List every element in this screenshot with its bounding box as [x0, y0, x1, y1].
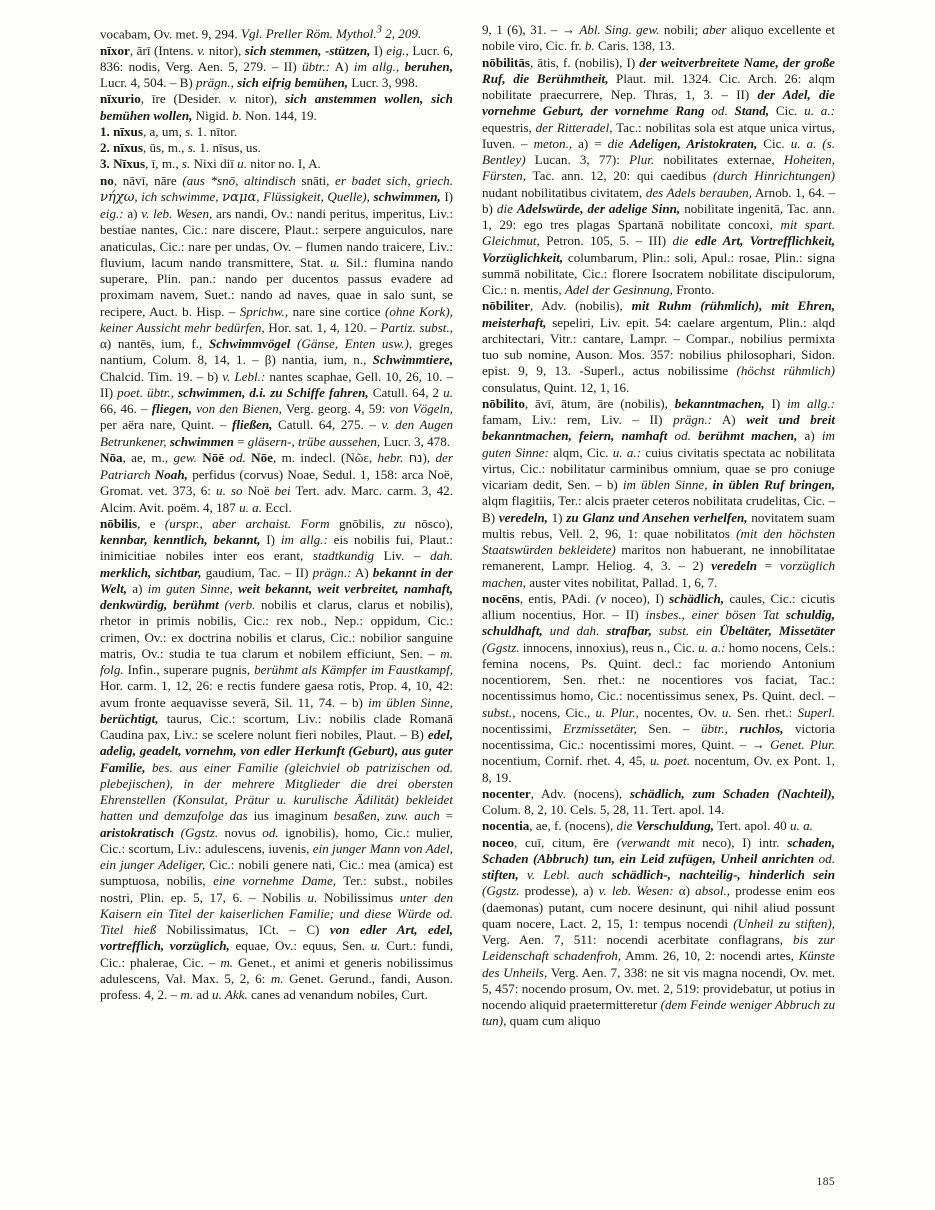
two-column-text-body	[100, 22, 835, 1162]
entry-continuation: vocabam, Ov. met. 9, 294. Vgl. Preller Röm. Mythol.$^3$ 2, 209.	[100, 24, 422, 42]
right-text-column	[482, 22, 835, 1162]
dictionary-entry: 3. Nīxus, ī, m., s. Nixi diī u. nitor no. I, A.	[100, 156, 321, 172]
dictionary-entry: Nōa, ae, m., gew. Nōē od. Nōe, m. indecl. (Νῶε, hebr. נח), der Patriarch Noah, perfidus (corvus) Noae, Sedul. 1, 158: arca Noë, Gromat. vet. 373, 6: u. so Noë bei Tert. adv. Marc. carm. 3, 42. Alcim. Avit. poëm. 4, 187 u. a. Eccl.	[100, 449, 453, 515]
dictionary-entry: nocentia, ae, f. (nocens), die Verschuldung, Tert. apol. 40 u. a.	[482, 818, 813, 834]
dictionary-entry: nōbilitās, ātis, f. (nobilis), I) der weitverbreitete Name, der große Ruf, die Berühmtheit, Plaut. mil. 1324. Cic. Arch. 26: alqm nobilitate praecurrere, Nep. Thras, 1, 3. – II) der Adel, die vornehme Geburt, der vornehme Rang od. Stand, Cic. u. a.: equestris, der Ritteradel, Tac.: nobilitas sola est atque unica virtus, Iuven. – meton., a) = die Adeligen, Aristokraten, Cic. u. a. (s. Bentley) Lucan. 3, 77): Plur. nobilitates externae, Hoheiten, Fürsten, Tac. ann. 12, 20: qui caedibus (durch Hinrichtungen) nudant nobilitatibus civitatem, des Adels berauben, Arnob. 1, 64. – b) die Adelswürde, der adelige Sinn, nobilitate ingenitā, Tac. ann. 1, 29: ego tres plagas Spartanā nobilitate concoxi, mit spart. Gleichmut, Petron. 105, 5. – III) die edle Art, Vortrefflichkeit, Vorzüglichkeit, columbarum, Plin.: soli, Apul.: rosae, Plin.: signa summā nobilitate, Cic.: florere Isocratem nobilitate discipulorum, Cic.: n. mentis, Adel der Gesinnung, Fronto.	[482, 54, 836, 297]
dictionary-entry: nocenter, Adv. (nocens), schädlich, zum Schaden (Nachteil), Colum. 8, 2, 10. Cels. 5, 28, 11. Tert. apol. 14.	[482, 785, 835, 817]
page-number: 185	[816, 1176, 835, 1188]
dictionary-entry: 2. nīxus, ūs, m., s. 1. nīsus, us.	[100, 140, 261, 156]
dictionary-entry: nōbiliter, Adv. (nobilis), mit Ruhm (rühmlich), mit Ehren, meisterhaft, sepeliri, Liv. epit. 54: caelare argentum, Plin.: alqd architectari, Vitr.: cantare, Lampr. – Compar., nobilius permixta tuo sub nomine, Auson. Mos. 357: nobilius philosophari, Sidon. epist. 9, 9, 13. -Superl., actus nobilissime (höchst rühmlich) consulatus, Quint. 12, 1, 16.	[482, 298, 835, 395]
dictionary-entry: nīxor, ārī (Intens. v. nitor), sich stemmen, -stützen, I) eig., Lucr. 6, 836: nodis, Verg. Aen. 5, 279. – II) übtr.: A) im allg., beruhen, Lucr. 4, 504. – B) prägn., sich eifrig bemühen, Lucr. 3, 998.	[100, 42, 453, 91]
left-text-column	[100, 22, 453, 1162]
entry-continuation: 9, 1 (6), 31. – → Abl. Sing. gew. nobili; aber aliquo excellente et nobile viro, Cic. fr. b. Caris. 138, 13.	[482, 22, 835, 54]
dictionary-entry: no, nāvī, nāre (aus *snō, altindisch snāti, er badet sich, griech. νήχω, ich schwimme, ναμα, Flüssigkeit, Quelle), schwimmen, I) eig.: a) v. leb. Wesen, ars nandi, Ov.: nandi peritus, imperitus, Liv.: bestiae nantes, Cic.: nare discere, Plaut.: serpere anguiculos, nare anaticulas, Cic.: nare per undas, Ov. – flumen nando traicere, Liv.: fluvium, lacum nando transmittere, Stat. u. Sil.: flumina nando superare, Plin. pan.: nando per ducentos passus evadere ad proximam navem, Suet.: nando ad naves, quae in salo sunt, se recipere, Auct. b. Hisp. – Sprichw., nare sine cortice (ohne Kork), keiner Aussicht mehr bedürfen, Hor. sat. 1, 4, 120. – Partiz. subst., α) nantēs, ium, f., Schwimmvögel (Gänse, Enten usw.), greges nantium, Colum. 8, 14, 1. – β) nantia, ium, n., Schwimmtiere, Chalcid. Tim. 19. – b) v. Lebl.: nantes scaphae, Gell. 10, 26, 10. – II) poet. übtr., schwimmen, d.i. zu Schiffe fahren, Catull. 64, 2 u. 66, 46. – fliegen, von den Bienen, Verg. georg. 4, 59: von Vögeln, per aëra nare, Quint. – fließen, Catull. 64, 275. – v. den Augen Betrunkener, schwimmen = gläsern-, trübe aussehen, Lucr. 3, 478.	[100, 172, 454, 449]
dictionary-entry: nōbilis, e (urspr., aber archaist. Form gnōbilis, zu nōsco), kennbar, kenntlich, bekannt, I) im allg.: eis nobilis fui, Plaut.: inimicitiae nobiles inter eos erant, stadtkundig Liv. – dah. merklich, sichtbar, gaudium, Tac. – II) prägn.: A) bekannt in der Welt, a) im guten Sinne, weit bekannt, weit verbreitet, namhaft, denkwürdig, berühmt (verb. nobilis et clarus, clarus et nobilis), rhetor in primis nobilis, Cic.: rex nob., Nep.: oppidum, Cic.: crimen, Ov.: ex doctrina nobilis et clarus, Cic.: nobilior sanguine matris, Ov.: studia te tua clarum et nobilem efficiunt, Sen. – m. folg. Infin., superare pugnis, berühmt als Kämpfer im Faustkampf, Hor. carm. 1, 12, 26: e rectis fundere gaesa rotis, Prop. 4, 10, 42: avum fronte aequavisse severā, Sil. 11, 74. – b) im üblen Sinne, berüchtigt, taurus, Cic.: scortum, Liv.: nobilis clade Romanā Caudina pax, Liv.: se scelere nolunt fieri nobiles, Plaut. – B) edel, adelig, geadelt, vornehm, von edler Herkunft (Geburt), aus guter Familie, bes. aus einer Familie (gleichviel ob patrizischen od. plebejischen), in der mehrere Mitglieder die drei obersten Ehrenstellen (Konsulat, Prätur u. kurulische Ädilität) bekleidet hatten und demzufolge das ius imaginum besaßen, zuw. auch = aristokratisch (Ggstz. novus od. ignobilis), homo, Cic.: mulier, Cic.: scortum, Liv.: adulescens, iuvenis, ein junger Mann von Adel, ein junger Adeliger, Cic.: nobili genere nati, Cic.: mea (amica) est sumptuosa, nobilis, eine vornehme Dame, Ter.: subst., nobiles nostri, Plin. ep. 5, 17, 6. – Nobilis u. Nobilissimus unter den Kaisern ein Titel der kaiserlichen Familie; und diese Würde od. Titel hieß Nobilissimatus, ICt. – C) von edler Art, edel, vortrefflich, vorzüglich, equae, Ov.: equus, Sen. u. Curt.: fundi, Cic.: phalerae, Cic. – m. Genet., et animi et generis nobilissimus adulescens, Val. Max. 5, 2, 6: m. Genet. Gerund., fandi, Auson. profess. 4, 2. – m. ad u. Akk. canes ad venandum nobiles, Curt.	[100, 515, 454, 1003]
dictionary-entry: 1. nīxus, a, um, s. 1. nītor.	[100, 123, 238, 139]
dictionary-entry: noceo, cuī, citum, ēre (verwandt mit neco), I) intr. schaden, Schaden (Abbruch) tun, ein Leid zufügen, Unheil anrichten od. stiften, v. Lebl. auch schädlich-, nachteilig-, hinderlich sein (Ggstz. prodesse), a) v. leb. Wesen: α) absol., prodesse enim eos (daemonas) putant, cum nocere desinunt, qui nihil aliud possunt quam nocere, Lact. 2, 15, 1: tempus nocendi (Unheil zu stiften), Verg. Aen. 7, 511: nocendi acerbitate conflagrans, bis zur Leidenschaft schadenfroh, Amm. 26, 10, 2: nocendi artes, Künste des Unheils, Verg. Aen. 7, 338: ne sit vis magna nocendi, Ov. met. 5, 457: nocendo prosum, Ov. met. 2, 519: providebatur, ut potius in nocendo aliquid praetermitteretur (dem Feinde weniger Abbruch zu tun), quam cum aliquo	[482, 834, 836, 1029]
dictionary-entry: nōbilito, āvī, ātum, āre (nobilis), bekanntmachen, I) im allg.: famam, Liv.: rem, Liv. – II) prägn.: A) weit und breit bekanntmachen, feiern, namhaft od. berühmt machen, a) im guten Sinne: alqm, Cic. u. a.: cuius civitatis spectata ac nobilitata virtus, Cic.: nobilitatur carminibus omnium, quae se pro coniuge vicariam dedit, Sen. – b) im üblen Sinne, in üblen Ruf bringen, alqm flagitiis, Ter.: alcis praeter ceteros nobilitata crudelitas, Cic. – B) veredeln, 1) zu Glanz und Ansehen verhelfen, novitatem suam multis rebus, Vell. 2, 96, 1: quae nobilitatos (mit den höchsten Staatswürden bekleidete) maritos non habuerant, ne innobilitatae remanerent, Lampr. Heliog. 4, 3. – 2) veredeln = vorzüglich machen, auster vites nobilitat, Pallad. 1, 6, 7.	[482, 395, 836, 590]
dictionary-entry: nocēns, entis, PAdi. (v noceo), I) schädlich, caules, Cic.: cicutis allium nocentius, Hor. – II) insbes., einer bösen Tat schuldig, schuldhaft, und dah. strafbar, subst. ein Übeltäter, Missetäter (Ggstz. innocens, innoxius), reus n., Cic. u. a.: homo nocens, Cels.: femina nocens, Ps. Quint. decl.: fac moriendo Antonium nocentiorem, Sen. rhet.: ne nocentiores vos faciat, Tac.: nocentissimus homo, Cic.: nocentissimus senex, Ps. Quint. decl. – subst., nocens, Cic., u. Plur., nocentes, Ov. u. Sen. rhet.: Superl. nocentissimi, Erzmissetäter, Sen. – übtr., ruchlos, victoria nocentissima, Cic.: nocentissimi mores, Quint. – → Genet. Plur. nocentium, Cornif. rhet. 4, 45, u. poet. nocentum, Ov. ex Pont. 1, 8, 19.	[482, 590, 836, 785]
dictionary-entry: nīxurio, īre (Desider. v. nitor), sich anstemmen wollen, sich bemühen wollen, Nigid. b. Non. 144, 19.	[100, 91, 453, 123]
